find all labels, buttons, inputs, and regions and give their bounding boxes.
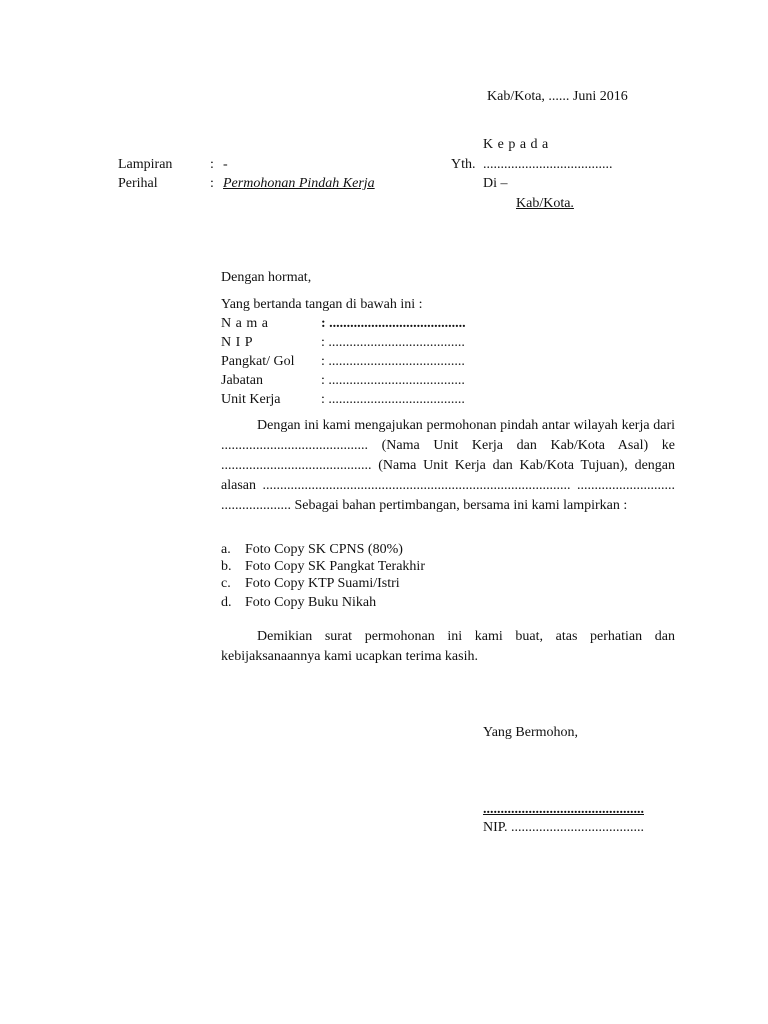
attachment-item — [221, 594, 376, 612]
attachment-marker: a. — [221, 542, 231, 557]
date-line: Kab/Kota, ...... Juni 2016 — [487, 89, 628, 104]
attachment-text: Foto Copy SK Pangkat Terakhir — [245, 559, 425, 574]
perihal-colon: : — [210, 176, 214, 191]
field-label-jabatan: Jabatan — [221, 373, 263, 388]
attachment-item — [221, 575, 400, 593]
field-value-jabatan: : ....................................... — [321, 373, 465, 388]
field-label-nip: N I P — [221, 335, 254, 350]
attachment-item — [221, 541, 403, 559]
attachment-text: Foto Copy KTP Suami/Istri — [245, 576, 400, 591]
intro-text: Yang bertanda tangan di bawah ini : — [221, 297, 423, 312]
field-label-pangkat: Pangkat/ Gol — [221, 354, 295, 369]
lampiran-colon: : — [210, 157, 214, 172]
signature-label: Yang Bermohon, — [483, 725, 579, 740]
signature-nip: NIP. ...................................... — [483, 820, 645, 835]
perihal-label: Perihal — [118, 176, 158, 191]
attachment-text: Foto Copy Buku Nikah — [245, 595, 377, 610]
yth-label: Yth. — [451, 157, 476, 172]
attachment-text: Foto Copy SK CPNS (80%) — [245, 542, 403, 557]
field-label-nama: N a m a — [221, 316, 269, 331]
attachment-item — [221, 558, 425, 576]
attachment-marker: d. — [221, 595, 232, 610]
closing-paragraph-text: Demikian surat permohonan ini kami buat, atas perhatian dan kebijaksanaannya kami ucapkan terima kasih. — [221, 629, 675, 664]
lampiran-value: - — [223, 157, 228, 172]
closing-paragraph — [221, 627, 675, 667]
di-value: Kab/Kota. — [516, 196, 574, 211]
field-value-nama: : ....................................... — [321, 316, 466, 331]
yth-value: ..................................... — [483, 157, 613, 172]
field-label-unit-kerja: Unit Kerja — [221, 392, 281, 407]
kepada-label: K e p a d a — [483, 137, 549, 152]
signature-name-line: .............................................. — [483, 802, 644, 817]
request-paragraph — [221, 416, 675, 516]
field-value-unit-kerja: : ....................................... — [321, 392, 465, 407]
perihal-value: Permohonan Pindah Kerja — [223, 176, 375, 191]
field-value-nip: : ....................................... — [321, 335, 465, 350]
lampiran-label: Lampiran — [118, 157, 173, 172]
di-label: Di – — [483, 176, 508, 191]
field-value-pangkat: : ....................................... — [321, 354, 465, 369]
attachment-marker: b. — [221, 559, 232, 574]
request-paragraph-text: Dengan ini kami mengajukan permohonan pindah antar wilayah kerja dari .......................................... (Nama Unit Kerja dan Kab/Kota Asal) ke ........................................... (Nama Unit Kerja dan Kab/Kota Tujuan), dengan alasan ........................................................................................ ............................ .................... Sebagai bahan pertimbangan, bersama ini kami lampirkan : — [221, 418, 675, 513]
attachment-marker: c. — [221, 576, 231, 591]
greeting: Dengan hormat, — [221, 270, 312, 285]
